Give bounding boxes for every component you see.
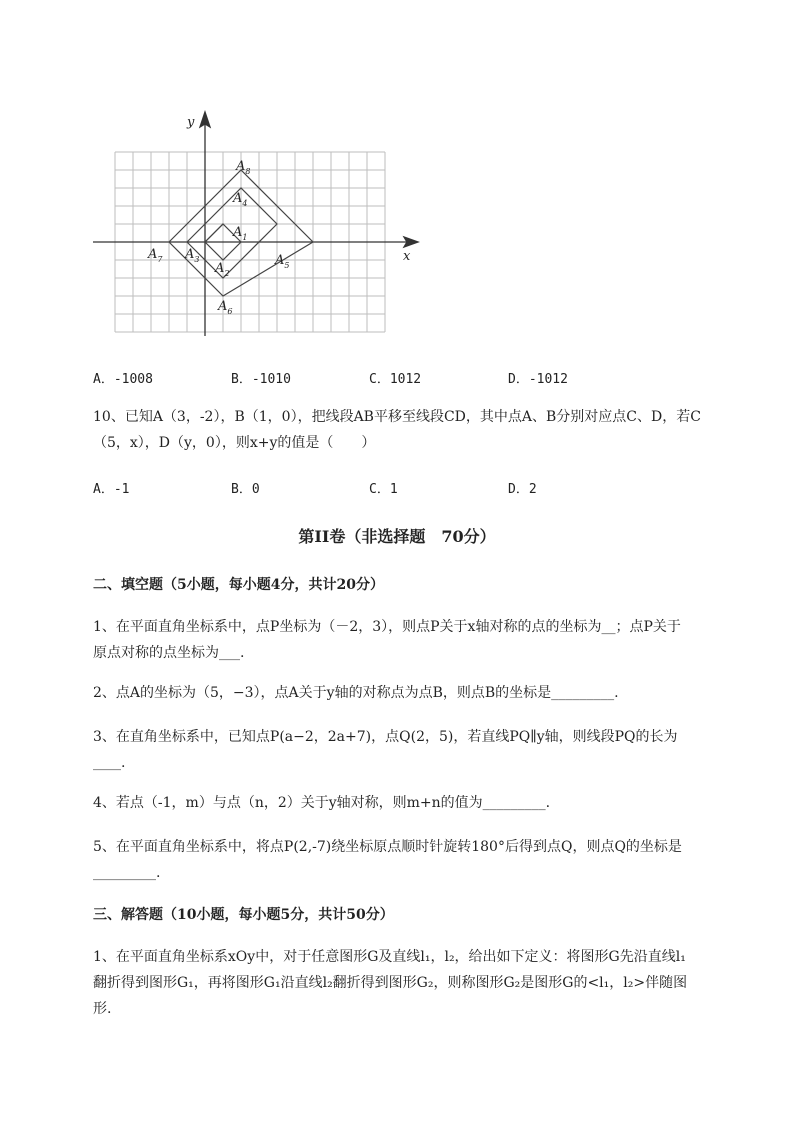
s2-q3-line2: ____.	[93, 755, 126, 771]
section2-heading: 二、填空题（5小题，每小题4分，共计20分）	[93, 577, 384, 593]
s2-q3-line1: 3、在直角坐标系中，已知点P(a−2，2a+7)，点Q(2，5)，若直线PQ∥y轴，则线段PQ的长为	[93, 729, 678, 745]
y-axis-arrow	[200, 112, 210, 127]
s3-q1-line3: 形.	[93, 1001, 112, 1017]
q10-options	[0, 478, 794, 498]
s2-q1-line2: 原点对称的点坐标为___.	[93, 645, 245, 661]
point-label-a7: $A_7$	[148, 247, 163, 264]
q9-option-b[interactable]: B．-1010	[231, 372, 291, 387]
axis-x-label: x	[403, 249, 411, 264]
q10-option-c[interactable]: C．1	[369, 482, 398, 497]
s2-q5-line2: _________.	[93, 865, 161, 881]
s2-q2-line1: 2、点A的坐标为（5，−3），点A关于y轴的对称点为点B，则点B的坐标是_________.	[93, 685, 619, 701]
point-label-a8: $A_8$	[236, 159, 251, 176]
coordinate-grid-figure	[88, 108, 428, 338]
q10-line2: （5，x），D（y，0），则x+y的值是（ ）	[93, 435, 376, 451]
q9-option-a[interactable]: A．-1008	[93, 372, 153, 387]
point-label-a1: $A_1$	[233, 225, 248, 242]
s2-q1-line1: 1、在平面直角坐标系中，点P坐标为（－2，3），则点P关于x轴对称的点的坐标为__；点P关于	[93, 619, 681, 635]
point-label-a6: $A_6$	[218, 299, 233, 316]
s2-q5-line1: 5、在平面直角坐标系中，将点P(2,-7)绕坐标原点顺时针旋转180°后得到点Q，则点Q的坐标是	[93, 839, 682, 855]
q10-option-a[interactable]: A．-1	[93, 482, 130, 497]
s2-q4-line1: 4、若点（-1，m）与点（n，2）关于y轴对称，则m+n的值为_________.	[93, 795, 551, 811]
point-label-a5: $A_5$	[275, 253, 290, 270]
s3-q1-line2: 翻折得到图形G₁，再将图形G₁沿直线l₂翻折得到图形G₂，则称图形G₂是图形G的<l₁，l₂>伴随图	[93, 975, 688, 991]
q9-option-c[interactable]: C．1012	[369, 372, 422, 387]
part2-title: 第II卷（非选择题 70分）	[298, 527, 496, 546]
segment-a1-a2	[205, 224, 223, 242]
point-label-a4: $A_4$	[233, 191, 248, 208]
q10-line1: 10、已知A（3，-2），B（1，0），把线段AB平移至线段CD，其中点A、B分别对应点C、D，若C	[93, 409, 701, 425]
q10-option-b[interactable]: B．0	[231, 482, 260, 497]
q9-options	[0, 368, 794, 388]
q9-option-d[interactable]: D．-1012	[508, 372, 568, 387]
point-label-a2: $A_2$	[215, 261, 230, 278]
s3-q1-line1: 1、在平面直角坐标系xOy中，对于任意图形G及直线l₁，l₂，给出如下定义：将图形G先沿直线l₁	[93, 949, 686, 965]
section3-heading: 三、解答题（10小题，每小题5分，共计50分）	[93, 907, 394, 923]
point-label-a3: $A_3$	[185, 247, 200, 264]
q10-option-d[interactable]: D．2	[508, 482, 537, 497]
axis-y-label: y	[187, 115, 195, 130]
